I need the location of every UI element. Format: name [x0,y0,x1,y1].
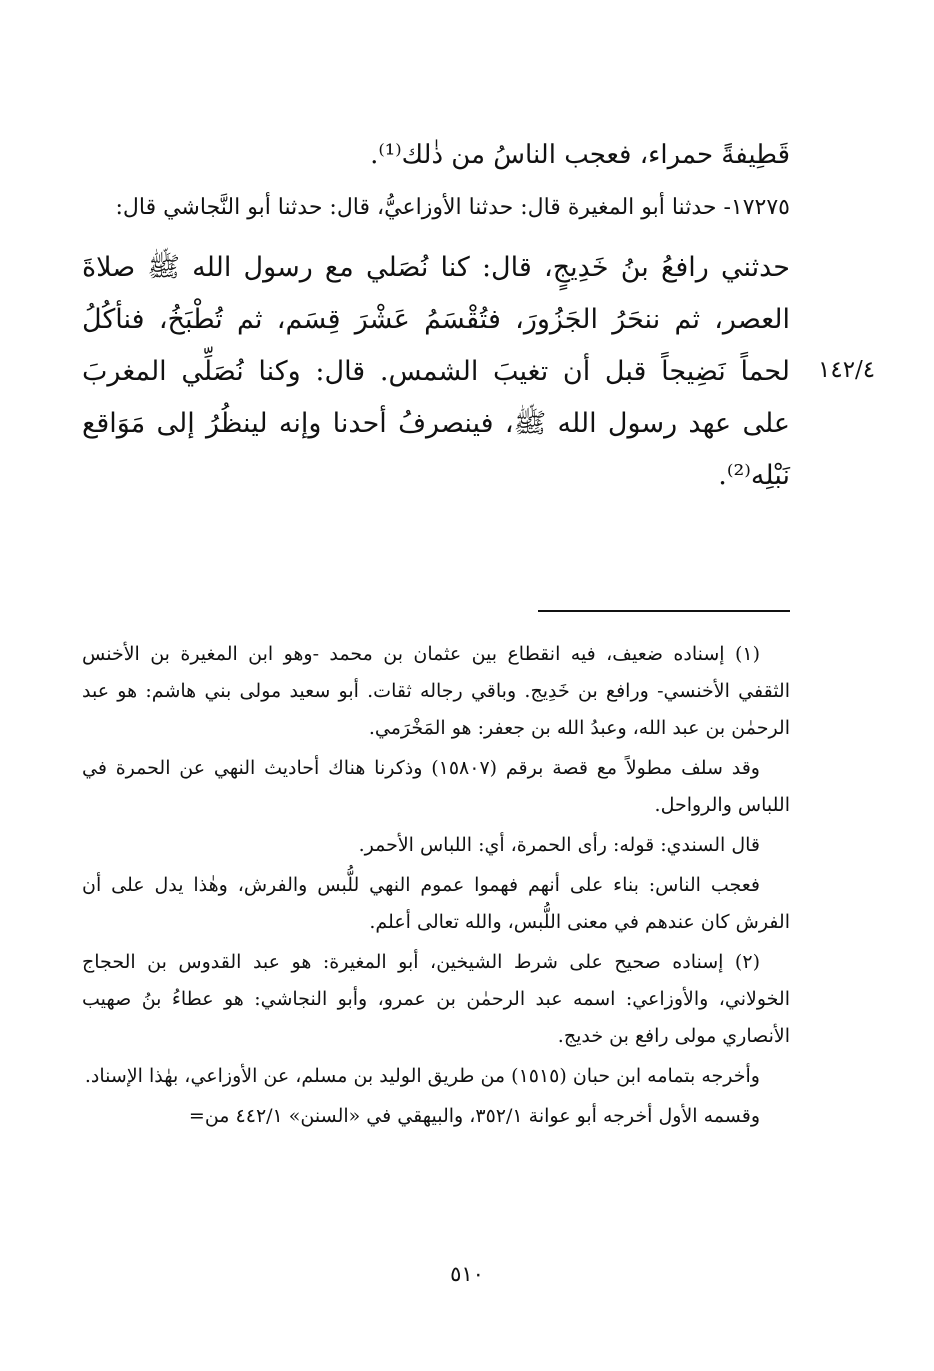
footnote-separator [538,610,790,612]
footnote-paragraph: فعجب الناس: بناء على أنهم فهموا عموم النهي للُّبس والفرش، وهٰذا يدل على أن الفرش كان عندهم في معنى اللُّبس، والله تعالى أعلم. [82,874,790,933]
page-number: ٥١٠ [450,1262,484,1286]
main-paragraph-2: ١٧٢٧٥- حدثنا أبو المغيرة قال: حدثنا الأوزاعيُّ، قال: حدثنا أبو النَّجاشي قال: [115,195,790,220]
main-text [82,128,790,502]
footnote-paragraph: (٢) إسناده صحيح على شرط الشيخين، أبو المغيرة: هو عبد القدوس بن الحجاج الخولاني، والأوزاعي: اسمه عبد الرحمٰن بن عمرو، وأبو النجاشي: هو عطاءُ بنُ صهيب الأنصاري مولى رافع بن خديج. [82,951,790,1047]
footnote-paragraph: وقسمه الأول أخرجه أبو عوانة ٣٥٢/١، والبيهقي في «السنن» ٤٤٢/١ من= [188,1105,760,1127]
margin-reference: ١٤٢/٤ [818,357,876,383]
main-paragraph-1: قَطِيفةً حمراء، فعجب الناسُ من ذٰلك⁽¹⁾. [370,140,790,170]
main-paragraph-3: حدثني رافعُ بنُ خَدِيجٍ، قال: كنا نُصَلي مع رسول الله ﷺ صلاةَ العصر، ثم ننحَرُ الجَزُورَ، فتُقْسَمُ عَشْرَ قِسَم، ثم تُطْبَخُ، فنأكُلُ لحماً نَضِيجاً قبل أن تغيبَ الشمس. قال: وكنا نُصَلِّي المغربَ على عهد رسول الله ﷺ، فينصرفُ أحدنا وإنه لينظُرُ إلى مَوَاقع نَبْلِه⁽²⁾. [82,252,790,491]
footnote-paragraph: وأخرجه بتمامه ابن حبان (١٥١٥) من طريق الوليد بن مسلم، عن الأوزاعي، بهٰذا الإسناد. [84,1065,760,1087]
footnote-paragraph: قال السندي: قوله: رأى الحمرة، أي: اللباس الأحمر. [358,834,760,856]
footnotes [82,636,790,1135]
footnote-paragraph: وقد سلف مطولاً مع قصة برقم (١٥٨٠٧) وذكرنا هناك أحاديث النهي عن الحمرة في اللباس والرواحل. [82,757,790,816]
footnote-paragraph: (١) إسناده ضعيف، فيه انقطاع بين عثمان بن محمد -وهو ابن المغيرة بن الأخنس الثقفي الأخنسي- ورافع بن خَدِيج. وباقي رجاله ثقات. أبو سعيد مولى بني هاشم: هو عبد الرحمٰن بن عبد الله، وعبدُ الله بن جعفر: هو المَخْرَمي. [82,643,790,739]
